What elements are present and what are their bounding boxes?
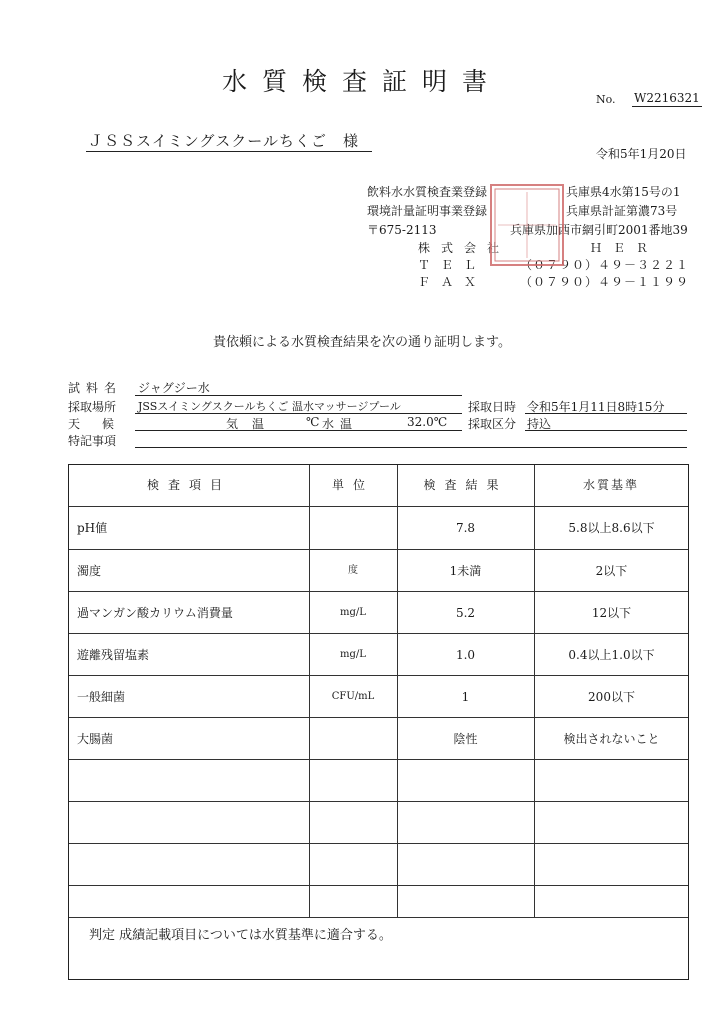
notes-underline [135,447,687,448]
company-name: ＨＥＲ [590,241,660,255]
notes-label: 特記事項 [68,434,117,448]
table-cell-result: 5.2 [455,606,476,620]
company-type: 株式会社 [418,241,511,255]
table-cell-result: 1.0 [455,648,476,662]
sample-datetime-underline [525,413,687,414]
sample-category: 持込 [527,417,552,431]
registration-2-label: 環境計量証明事業登録 [367,204,488,218]
issue-date: 令和5年1月20日 [596,147,687,161]
table-cell-item: 大腸菌 [77,732,114,746]
client-underline [86,151,372,152]
table-cell-standard: 2以下 [595,564,628,578]
client-name: ＪＳＳスイミングスクールちくご 様 [88,132,359,150]
sample-location: JSSスイミングスクールちくご 温水マッサージプール [138,400,401,413]
doc-number-label: No. [596,93,616,106]
water-temp-label: 水温 [322,417,359,431]
table-cell-standard: 検出されないこと [563,732,660,746]
row-divider [69,885,688,886]
table-cell-result: 1 [461,690,470,704]
seal-border-icon [492,186,562,264]
sample-name: ジャグジー水 [138,381,210,395]
fax-label: ＦＡＸ [418,275,488,289]
table-cell-item: 遊離残留塩素 [77,648,150,662]
doc-number: W2216321 [634,91,700,105]
fax-number: （０７９０）４９－１１９９ [520,275,690,289]
header-test-item: 検査項目 [146,478,231,492]
sample-location-underline [135,413,462,414]
header-unit: 単位 [331,478,374,492]
row-divider [69,917,688,918]
row-divider [69,801,688,802]
company-seal-stamp [490,184,564,266]
registration-2-value: 兵庫県計証第濃73号 [566,204,678,218]
water-temp-value: 32.0℃ [407,415,448,429]
sample-name-underline [135,395,462,396]
sample-name-label: 試料名 [68,381,123,395]
header-result: 検査結果 [423,478,508,492]
sample-location-label: 採取場所 [68,400,117,414]
table-cell-standard: 200以下 [588,690,635,704]
weather-underline [135,430,462,431]
registration-1-label: 飲料水水質検査業登録 [367,185,488,199]
table-cell-item: pH値 [77,521,108,535]
sample-category-underline [525,430,687,431]
header-standard: 水質基準 [582,478,639,492]
tel-label: ＴＥＬ [418,258,488,272]
registration-1-value: 兵庫県4水第15号の1 [566,185,681,199]
tel-number: （０７９０）４９－３２２１ [520,258,690,272]
table-cell-result: 7.8 [455,521,476,535]
air-temp-unit: ℃ [306,415,320,429]
table-cell-unit: CFU/mL [331,691,375,702]
air-temp-label: 気温 [226,417,279,431]
table-cell-item: 濁度 [77,564,102,578]
table-cell-unit: mg/L [340,607,366,618]
sample-datetime-label: 採取日時 [468,400,517,414]
table-cell-unit: mg/L [340,649,366,660]
postal-code: 〒675-2113 [367,223,437,237]
judgement-statement: 判定 成績記載項目については水質基準に適合する。 [89,928,392,943]
table-cell-unit [309,507,397,549]
issuer-address: 兵庫県加西市網引町2001番地39 [510,223,688,237]
table-cell-standard: 0.4以上1.0以下 [568,648,655,662]
sample-datetime: 令和5年1月11日8時15分 [527,400,665,414]
table-cell-standard: 12以下 [591,606,632,620]
certification-statement: 貴依頼による水質検査結果を次の通り証明します。 [213,335,511,350]
table-cell-result: 陰性 [453,732,478,746]
row-divider [69,843,688,844]
weather-label: 天候 [68,417,137,431]
results-table [68,464,689,980]
table-cell-item: 一般細菌 [77,690,126,704]
table-cell-result: 1未満 [449,564,482,578]
table-cell-unit: 度 [348,565,358,576]
table-cell-item: 過マンガン酸カリウム消費量 [77,606,233,620]
table-cell-unit [309,718,397,760]
table-cell-standard: 5.8以上8.6以下 [568,521,655,535]
document-title: 水質検査証明書 [221,67,502,96]
sample-category-label: 採取区分 [468,417,517,431]
